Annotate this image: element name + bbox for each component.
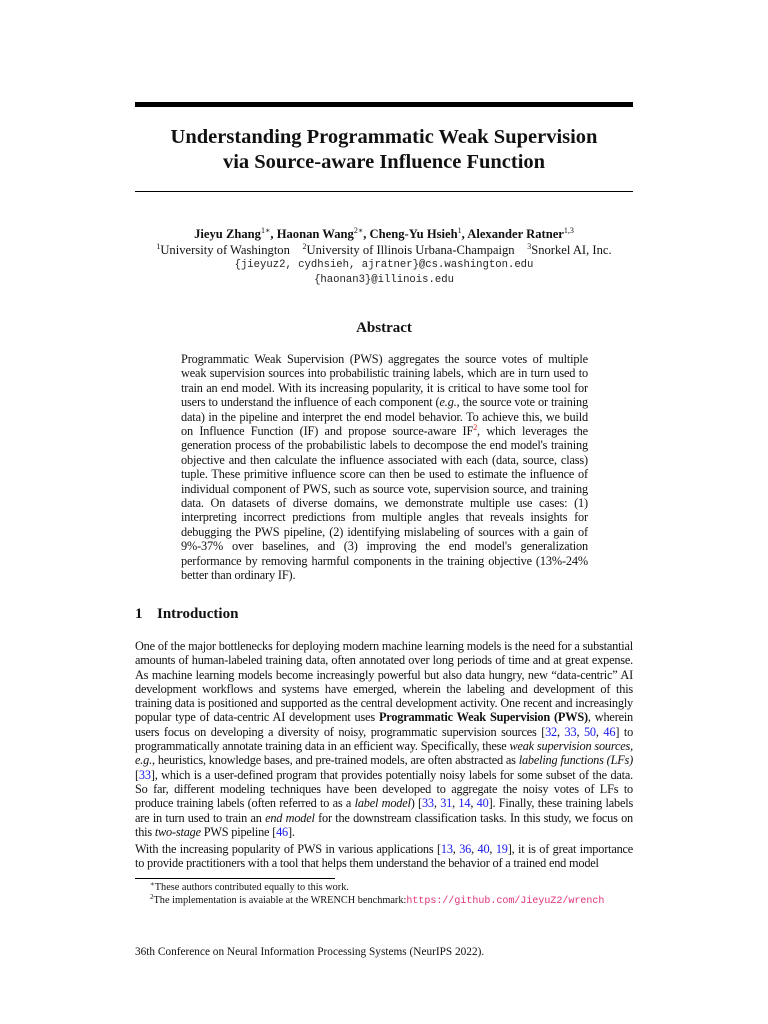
text-run: With the increasing popularity of PWS in various applications [ xyxy=(135,842,441,857)
text-run: ], it is of great importance to provide practitioners with a tool that helps them understand the behavior of a trained end model xyxy=(135,842,634,871)
paragraph: One of the major bottlenecks for deploying modern machine learning models is the need for a substantial amounts of human-labeled training data, often annotated over long periods of time and at great expense. As machine learning models become increasingly powerful but also data hungry, new “data-centric” AI development workflows and systems have emerged, wherein the labeling and development of this training data is positioned and supported as the central development activity. One recent and increasingly popular type of data-centric AI development uses Programmatic Weak Supervision (PWS), wherein users focus on developing a diversity of noisy, programmatic supervision sources [32, 33, 50, 46] to programmatically annotate training data in an efficient way. Specifically, these weak supervision sources, e.g., heuristics, knowledge bases, and pre-trained models, are often abstracted as labeling functions (LFs) [33], which is a user-defined program that provides potentially noisy labels for some subset of the data. So far, different modeling techniques have been developed to aggregate the noisy votes of LFs to produce training labels (often referred to as a label model) [33, 31, 14, 40]. Finally, these training labels are in turn used to train an end model for the downstream classification tasks. In this study, we focus on this two-stage PWS pipeline [46]. xyxy=(135,639,634,839)
text-run: ) [ xyxy=(410,796,422,811)
email-line: {haonan3}@illinois.edu xyxy=(314,274,454,286)
footnote-mark: ∗ xyxy=(150,880,155,888)
text-run: end model xyxy=(265,810,315,825)
author-affil-mark: 1 xyxy=(457,226,462,235)
affil-mark: 1 xyxy=(156,242,161,251)
affiliations xyxy=(120,242,648,258)
author-name: Haonan Wang xyxy=(276,227,354,241)
author-names: Jieyu Zhang$^{1∗}$, Haonan Wang$^{2∗}$, Cheng-Yu Hsieh$^1$, Alexander Ratner$^{1,3}$ xyxy=(194,226,574,241)
citation-link[interactable]: 31 xyxy=(440,796,453,811)
author-block xyxy=(120,226,648,288)
citation-link[interactable]: 46 xyxy=(276,824,288,839)
footnote-rule xyxy=(135,878,335,879)
text-run: ]. Finally, these training labels are in turn used to train an xyxy=(135,796,634,825)
text-run: label model xyxy=(354,796,411,811)
citation-link[interactable]: 50 xyxy=(583,724,596,739)
text-run: two-stage xyxy=(154,824,201,839)
title-bottom-rule xyxy=(135,191,633,192)
citation-link[interactable]: 40 xyxy=(476,796,489,811)
title-line-2: via Source-aware Influence Function xyxy=(222,151,546,173)
paragraph: With the increasing popularity of PWS in various applications [13, 36, 40, 19], it is of great importance to provide practitioners with a tool that helps them understand the behavior of a trained end model xyxy=(135,842,634,871)
section-title: Introduction xyxy=(157,606,239,622)
footnote xyxy=(135,894,633,908)
paper-title xyxy=(135,125,633,175)
text-run: labeling functions (LFs) xyxy=(518,753,634,768)
text-run: , wherein users focus on developing a diversity of noisy, programmatic supervision sources [ xyxy=(135,710,634,739)
footnote xyxy=(135,881,633,894)
affil-mark: 2 xyxy=(302,242,307,251)
citation-link[interactable]: 33 xyxy=(564,724,577,739)
introduction-body xyxy=(135,639,633,871)
citation-link[interactable]: 36 xyxy=(459,842,472,857)
text-run: , which leverages the generation process of the probabilistic labels to decompose the end model's training objective and then calculate the influence associated with each (data, source, class) tuple. These primitive influence score can then be used to estimate the influence of individual component of PWS, such as source vote, supervision source, and training data. On datasets of diverse domains, we demonstrate multiple use cases: (1) interpreting incorrect predictions from multiple angles that reveals insights for debugging the PWS pipeline, (2) identifying mislabeling of sources with a gain of 9%-37% over baselines, and (3) improving the end model's generalization performance by removing harmful components in the training objective (13%-24% better than ordinary IF). xyxy=(181,424,588,583)
author-affil-mark: 1,3 xyxy=(563,226,574,235)
author-affil-mark: 2∗ xyxy=(353,226,364,235)
text-run: ] to programmatically annotate training data in an efficient way. Specifically, these xyxy=(135,724,634,754)
affiliation: University of Washington xyxy=(160,243,290,257)
author-name: Jieyu Zhang xyxy=(194,227,261,241)
citation-link[interactable]: 46 xyxy=(603,724,616,739)
github-link[interactable]: https://github.com/JieyuZ2/wrench xyxy=(406,896,605,907)
footnote-text: These authors contributed equally to this work. xyxy=(154,882,349,893)
text-run: One of the major bottlenecks for deploying modern machine learning models is the need for a substantial amounts of human-labeled training data, often annotated over long periods of time and at great expense. As machine learning models become increasingly powerful but also data hungry, new “data-centric” AI development workflows and systems have emerged, wherein the labeling and development of this training data is positioned and supported as the central development activity. One recent and increasingly popular type of data-centric AI development uses xyxy=(135,639,633,725)
section-heading xyxy=(135,606,633,623)
email-line: {jieyuz2, cydhsieh, ajratner}@cs.washington.edu xyxy=(234,259,534,271)
title-line-1: Understanding Programmatic Weak Supervision xyxy=(170,126,598,148)
citation-link[interactable]: 13 xyxy=(440,842,453,857)
footnote-text: The implementation is avaiable at the WRENCH benchmark: xyxy=(153,895,407,906)
text-run: ]. xyxy=(288,824,295,839)
author-name: Alexander Ratner xyxy=(467,227,564,241)
author-name: Cheng-Yu Hsieh xyxy=(369,227,458,241)
text-run: ], which is a user-defined program that provides potentially noisy labels for some subset of the data. So far, different modeling techniques have been developed to aggregate the noisy votes of LFs to produce training labels (often referred to as a xyxy=(135,767,633,811)
text-run: [ xyxy=(135,767,139,782)
footnotes xyxy=(135,881,633,908)
title-top-rule xyxy=(135,102,633,107)
citation-link[interactable]: 40 xyxy=(477,842,490,857)
author-affil-mark: 1∗ xyxy=(260,226,271,235)
affiliation: University of Illinois Urbana-Champaign xyxy=(306,243,515,257)
section-number: 1 xyxy=(135,606,143,622)
text-run: , heuristics, knowledge bases, and pre-trained models, are often abstracted as xyxy=(151,753,519,768)
footnote-ref[interactable]: 2 xyxy=(473,423,478,433)
text-run: weak supervision sources, e.g. xyxy=(135,739,633,768)
text-run: Programmatic Weak Supervision (PWS) aggregates the source votes of multiple weak supervision sources into probabilistic training labels, which are in turn used to train an end model. With its increasing popularity, it is critical to have some tool for users to understand the influence of each component ( xyxy=(181,352,588,410)
text-run: PWS pipeline [ xyxy=(200,824,277,839)
citation-link[interactable]: 33 xyxy=(138,767,151,782)
affil-mark: 3 xyxy=(527,242,532,251)
citation-link[interactable]: 32 xyxy=(545,724,557,739)
footnote-mark: 2 xyxy=(150,893,154,901)
citation-link[interactable]: 33 xyxy=(421,796,434,811)
venue-note: 36th Conference on Neural Information Processing Systems (NeurIPS 2022). xyxy=(135,946,485,958)
text-run: Programmatic Weak Supervision (PWS) xyxy=(378,710,588,725)
text-run: for the downstream classification tasks. In this study, we focus on this xyxy=(135,810,633,839)
citation-link[interactable]: 14 xyxy=(458,796,471,811)
abstract-text xyxy=(181,352,588,583)
citation-link[interactable]: 19 xyxy=(495,842,508,857)
affiliation: Snorkel AI, Inc. xyxy=(531,243,612,257)
text-run: e.g. xyxy=(439,395,457,410)
text-run: , the source vote or training data) in the pipeline and interpret the end model behavior. To achieve this, we build on Influence Function (IF) and propose source-aware IF xyxy=(181,395,588,439)
abstract-heading: Abstract xyxy=(356,320,412,336)
